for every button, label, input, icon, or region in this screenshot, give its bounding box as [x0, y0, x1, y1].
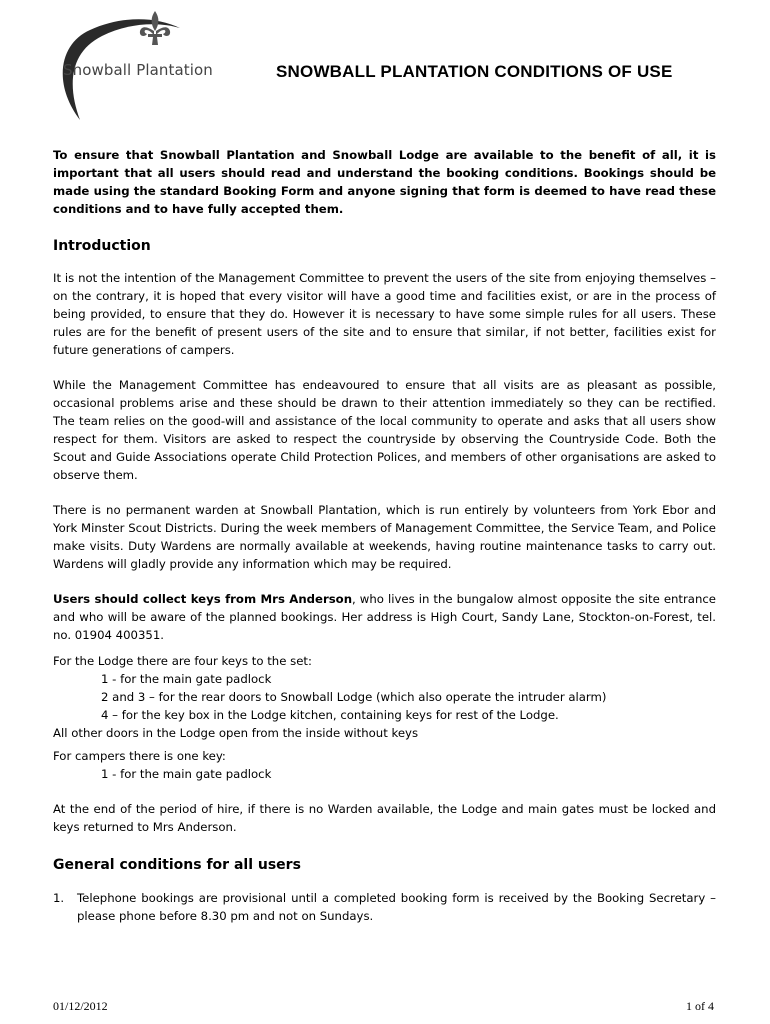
keys-paragraph-bold: Users should collect keys from Mrs Anderson — [53, 592, 353, 606]
footer-page-number: 1 of 4 — [686, 999, 714, 1013]
condition-number: 1. — [53, 891, 65, 905]
general-conditions-heading: General conditions for all users — [53, 857, 301, 873]
list-item: 1 - for the main gate padlock — [101, 672, 272, 686]
camper-keys-list — [53, 747, 716, 783]
lodge-keys-list — [53, 652, 716, 742]
introduction-paragraph-3: There is no permanent warden at Snowball Plantation, which is run entirely by volunteers from York Ebor and York Minster Scout Districts. During the week members of Management Committee, the Service Team, and Police make visits. Duty Wardens are normally available at weekends, having routine maintenance tasks to carry out. Wardens will gladly provide any information which may be required. — [53, 503, 716, 571]
keys-paragraph — [53, 590, 716, 644]
list-item: 2 and 3 – for the rear doors to Snowball Lodge (which also operate the intruder alarm) — [101, 690, 607, 704]
introduction-paragraph-1: It is not the intention of the Management Committee to prevent the users of the site from enjoying themselves – on the contrary, it is hoped that every visitor will have a good time and facilities exist, or are in the process of being provided, to ensure that they do. However it is necessary to have some simple rules for all users. These rules are for the benefit of present users of the site and to ensure that similar, if not better, facilities exist for future generations of campers. — [53, 271, 716, 357]
keys-paragraph-rest: , who lives in the bungalow almost opposite the site entrance and who will be aware of the planned bookings. Her address is High Court, Sandy Lane, Stockton-on-Forest, tel. no. 01904 400351. — [53, 592, 716, 642]
intro-paragraph: To ensure that Snowball Plantation and Snowball Lodge are available to the benefit of all, it is important that all users should read and understand the booking conditions. Bookings should be made using the standard Booking Form and anyone signing that form is deemed to have read these conditions and to have fully accepted them. — [53, 148, 716, 216]
footer-date: 01/12/2012 — [53, 999, 108, 1013]
introduction-paragraph-5: At the end of the period of hire, if there is no Warden available, the Lodge and main gates must be locked and keys returned to Mrs Anderson. — [53, 802, 716, 834]
list-item: 4 – for the key box in the Lodge kitchen, containing keys for rest of the Lodge. — [101, 708, 559, 722]
document-body — [53, 146, 716, 925]
lodge-keys-outro: All other doors in the Lodge open from the inside without keys — [53, 726, 419, 740]
condition-item-1 — [53, 889, 716, 925]
lodge-keys-intro: For the Lodge there are four keys to the set: — [53, 654, 312, 668]
condition-text: Telephone bookings are provisional until a completed booking form is received by the Booking Secretary – please phone before 8.30 pm and not on Sundays. — [77, 891, 716, 923]
page-title: SNOWBALL PLANTATION CONDITIONS OF USE — [276, 62, 673, 81]
list-item: 1 - for the main gate padlock — [101, 767, 272, 781]
introduction-paragraph-2: While the Management Committee has endeavoured to ensure that all visits are as pleasant as possible, occasional problems arise and these should be drawn to their attention immediately so they can be rectified. The team relies on the good-will and assistance of the local community to operate and asks that all users show respect for them. Visitors are asked to respect the countryside by observing the Countryside Code. Both the Scout and Guide Associations operate Child Protection Polices, and members of other organisations are asked to observe them. — [53, 378, 716, 482]
camper-keys-intro: For campers there is one key: — [53, 749, 226, 763]
introduction-heading: Introduction — [53, 238, 151, 254]
logo-text: Snowball Plantation — [63, 61, 213, 79]
